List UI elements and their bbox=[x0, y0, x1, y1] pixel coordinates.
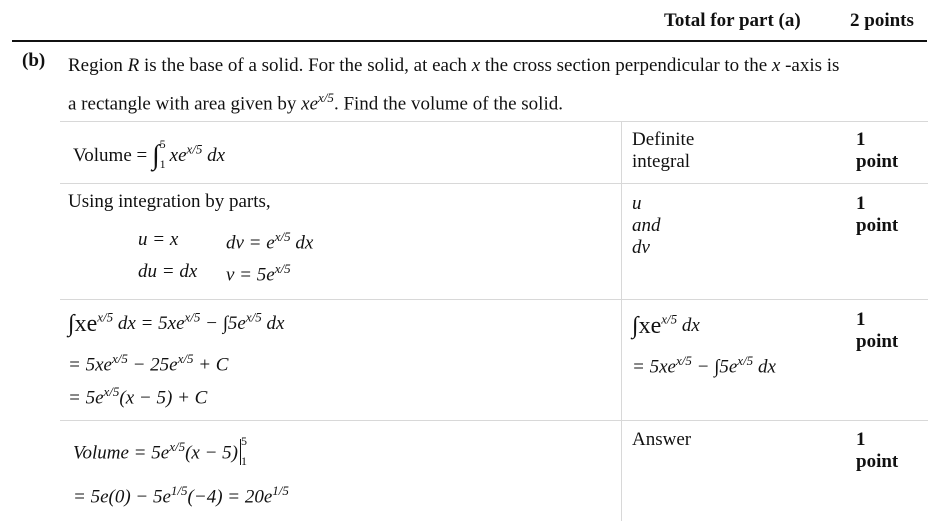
volume-integral-expression: Volume = ∫ 5 1 $xe^{x/5}$ dx bbox=[73, 137, 226, 171]
parts-formula-line: $\int xe^{x/5}$ dx = $5xe^{x/5} - \int 5e^{x/5}$ dx bbox=[68, 309, 285, 337]
table-rule bbox=[60, 121, 928, 122]
part-b-label: (b) bbox=[22, 50, 46, 71]
volume-result-line: = $5e(0) - 5e^{1/5}(-4) = 20e^{1/5}$ bbox=[73, 483, 289, 508]
dv-definition: dv = $e^{x/5}$ dx bbox=[226, 229, 314, 254]
du-definition: du = dx bbox=[138, 261, 198, 282]
v-definition: $v = 5e^{x/5}$ bbox=[226, 261, 291, 286]
antiderivative-line: = $5xe^{x/5} - 25e^{x/5} + C$ bbox=[68, 351, 229, 376]
factored-antiderivative-line: = $5e^{x/5}(x - 5) + C$ bbox=[68, 384, 208, 409]
criterion-formula-line-1: $\int xe^{x/5}$ dx bbox=[632, 311, 700, 339]
total-points: 2 points bbox=[850, 10, 914, 31]
question-line-1: Region R is the base of a solid. For the solid, at each x the cross section perpendicular to the x -axis is bbox=[68, 55, 840, 76]
points-value: 1 point bbox=[856, 193, 899, 236]
table-rule bbox=[60, 183, 928, 184]
points-value: 1 point bbox=[856, 129, 899, 172]
criterion-text: Answer bbox=[632, 429, 692, 450]
table-rule bbox=[60, 299, 928, 300]
parts-intro-text: Using integration by parts, bbox=[68, 191, 271, 212]
u-definition: u = x bbox=[138, 229, 179, 250]
points-value: 1 point bbox=[856, 309, 899, 352]
volume-evaluation-line: Volume = $5e^{x/5}(x - 5)$ 5 1 bbox=[73, 434, 247, 469]
criterion-formula-line-2: = $5xe^{x/5} - \int 5e^{x/5}$ dx bbox=[632, 353, 776, 378]
points-value: 1 point bbox=[856, 429, 899, 472]
table-rule bbox=[60, 420, 928, 421]
criterion-text: u and dv bbox=[632, 193, 661, 258]
question-line-2: a rectangle with area given by $xe^{x/5}$. Find the volume of the solid. bbox=[68, 90, 563, 115]
column-divider bbox=[621, 121, 622, 521]
part-a-total-row bbox=[0, 8, 949, 34]
part-b-question bbox=[68, 50, 928, 120]
criterion-text: Definite integral bbox=[632, 129, 695, 172]
scoring-table bbox=[60, 121, 928, 521]
total-label: Total for part (a) bbox=[664, 10, 801, 31]
section-divider bbox=[12, 40, 927, 42]
